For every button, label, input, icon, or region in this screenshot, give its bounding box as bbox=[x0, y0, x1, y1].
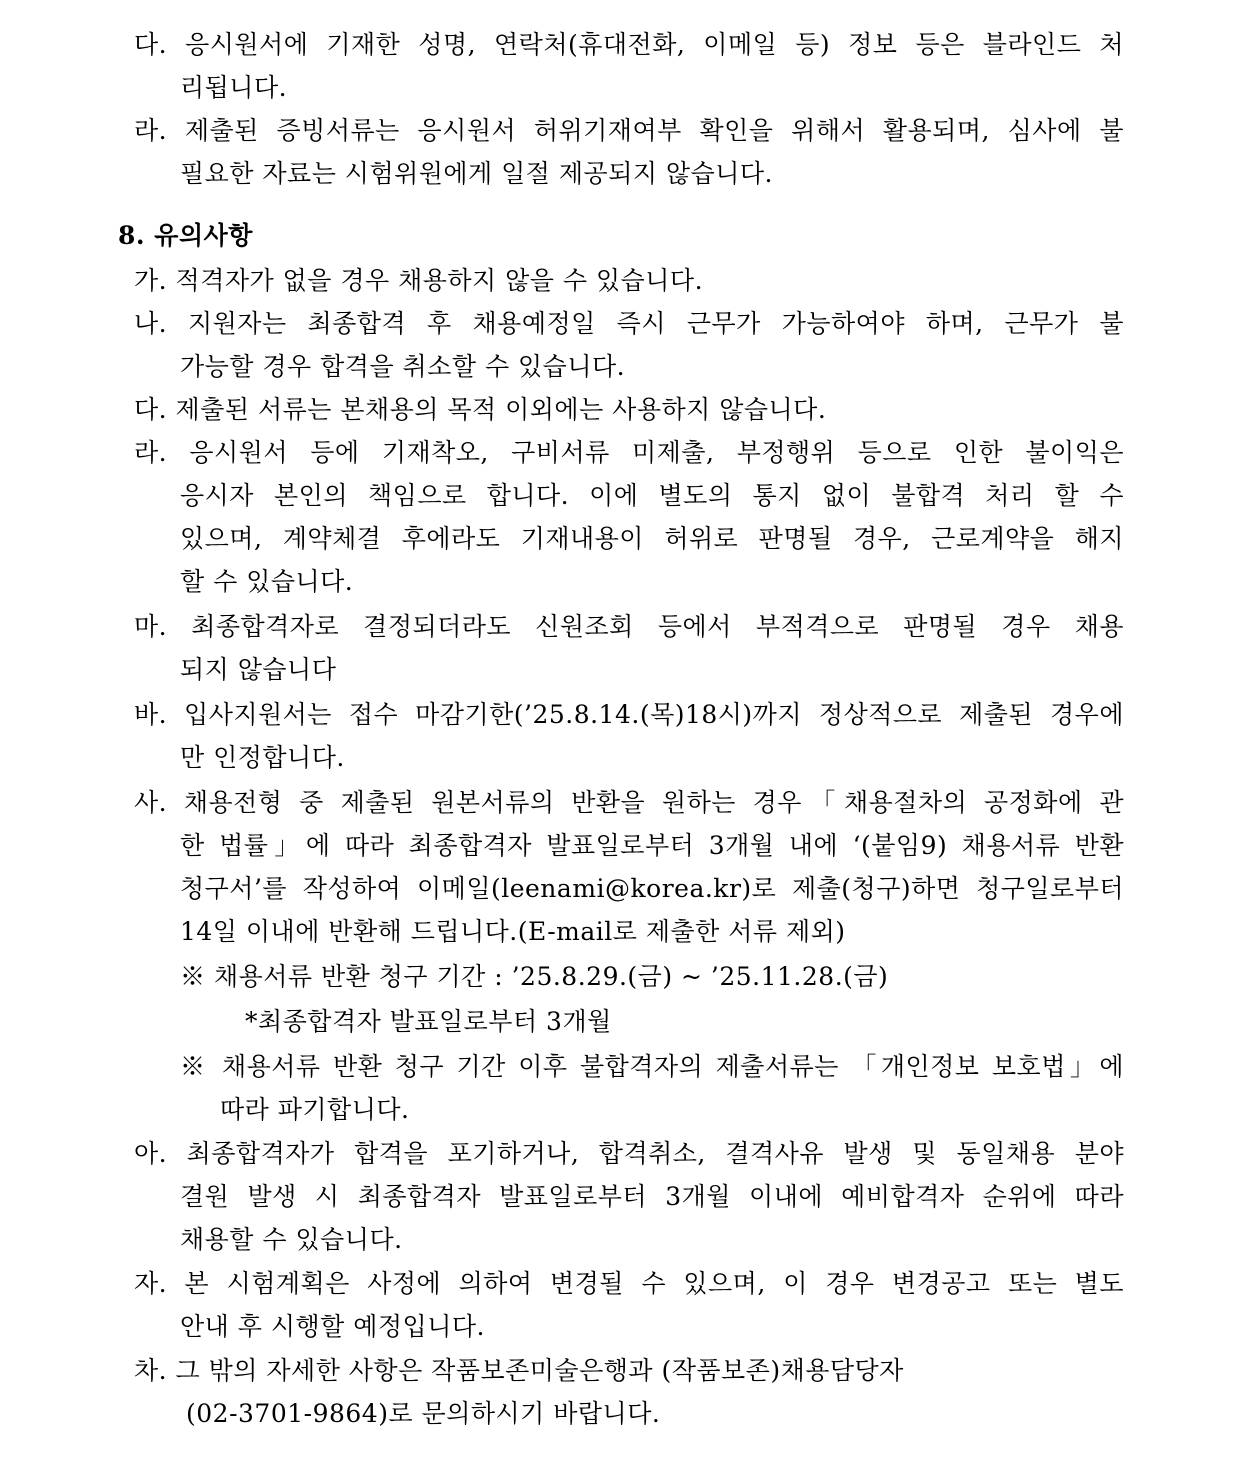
section-heading-precautions: 8. 유의사항 bbox=[118, 221, 253, 250]
item-sa-line4: 14일 이내에 반환해 드립니다.(E-mail로 제출한 서류 제외) bbox=[180, 917, 846, 946]
item-da-blind-line2: 리됩니다. bbox=[180, 73, 288, 102]
item-ra-evidence-line2: 필요한 자료는 시험위원에게 일절 제공되지 않습니다. bbox=[180, 159, 773, 188]
note-return-period: ※ 채용서류 반환 청구 기간 : ’25.8.29.(금) ~ ’25.11.28.(금) bbox=[180, 962, 889, 991]
item-ma-line2: 되지 않습니다 bbox=[180, 655, 337, 684]
item-na-line2: 가능할 경우 합격을 취소할 수 있습니다. bbox=[180, 352, 626, 381]
item-ba-line2: 만 인정합니다. bbox=[180, 743, 345, 772]
item-ma-line1: 마. 최종합격자로 결정되더라도 신원조회 등에서 부적격으로 판명될 경우 채용 bbox=[134, 612, 1124, 641]
item-cha-line1: 차. 그 밖의 자세한 사항은 작품보존미술은행과 (작품보존)채용담당자 bbox=[134, 1356, 904, 1385]
item-a-line1: 아. 최종합격자가 합격을 포기하거나, 합격취소, 결격사유 발생 및 동일채용 분야 bbox=[134, 1139, 1124, 1168]
item-a-line2: 결원 발생 시 최종합격자 발표일로부터 3개월 이내에 예비합격자 순위에 따라 bbox=[180, 1182, 1124, 1211]
item-ra-evidence-line1: 라. 제출된 증빙서류는 응시원서 허위기재여부 확인을 위해서 활용되며, 심사에 불 bbox=[134, 116, 1124, 145]
item-sa-line1: 사. 채용전형 중 제출된 원본서류의 반환을 원하는 경우「채용절차의 공정화에 관 bbox=[134, 788, 1124, 817]
item-sa-line3: 청구서’를 작성하여 이메일(leenami@korea.kr)로 제출(청구)하면 청구일로부터 bbox=[180, 874, 1124, 903]
note-disposal-line2: 따라 파기합니다. bbox=[220, 1095, 410, 1124]
item-cha-line2: (02-3701-9864)로 문의하시기 바랍니다. bbox=[186, 1399, 661, 1428]
item-ra-line3: 있으며, 계약체결 후에라도 기재내용이 허위로 판명될 경우, 근로계약을 해지 bbox=[180, 524, 1124, 553]
note-return-period-sub: *최종합격자 발표일로부터 3개월 bbox=[245, 1007, 612, 1036]
item-da: 다. 제출된 서류는 본채용의 목적 이외에는 사용하지 않습니다. bbox=[134, 395, 827, 424]
item-ga: 가. 적격자가 없을 경우 채용하지 않을 수 있습니다. bbox=[134, 266, 704, 295]
item-da-blind-line1: 다. 응시원서에 기재한 성명, 연락처(휴대전화, 이메일 등) 정보 등은 블라인드 처 bbox=[134, 30, 1124, 59]
item-sa-line2: 한 법률」에 따라 최종합격자 발표일로부터 3개월 내에 ‘(붙임9) 채용서류 반환 bbox=[180, 831, 1124, 860]
item-ra-line2: 응시자 본인의 책임으로 합니다. 이에 별도의 통지 없이 불합격 처리 할 수 bbox=[180, 481, 1124, 510]
item-ba-line1: 바. 입사지원서는 접수 마감기한(’25.8.14.(목)18시)까지 정상적으로 제출된 경우에 bbox=[134, 700, 1124, 729]
note-disposal-line1: ※ 채용서류 반환 청구 기간 이후 불합격자의 제출서류는 「개인정보 보호법」에 bbox=[180, 1052, 1124, 1081]
item-ra-line1: 라. 응시원서 등에 기재착오, 구비서류 미제출, 부정행위 등으로 인한 불이익은 bbox=[134, 438, 1124, 467]
item-ra-line4: 할 수 있습니다. bbox=[180, 567, 354, 596]
item-a-line3: 채용할 수 있습니다. bbox=[180, 1225, 403, 1254]
item-na-line1: 나. 지원자는 최종합격 후 채용예정일 즉시 근무가 가능하여야 하며, 근무가 불 bbox=[134, 309, 1124, 338]
item-ja-line2: 안내 후 시행할 예정입니다. bbox=[180, 1312, 485, 1341]
item-ja-line1: 자. 본 시험계획은 사정에 의하여 변경될 수 있으며, 이 경우 변경공고 또는 별도 bbox=[134, 1269, 1124, 1298]
